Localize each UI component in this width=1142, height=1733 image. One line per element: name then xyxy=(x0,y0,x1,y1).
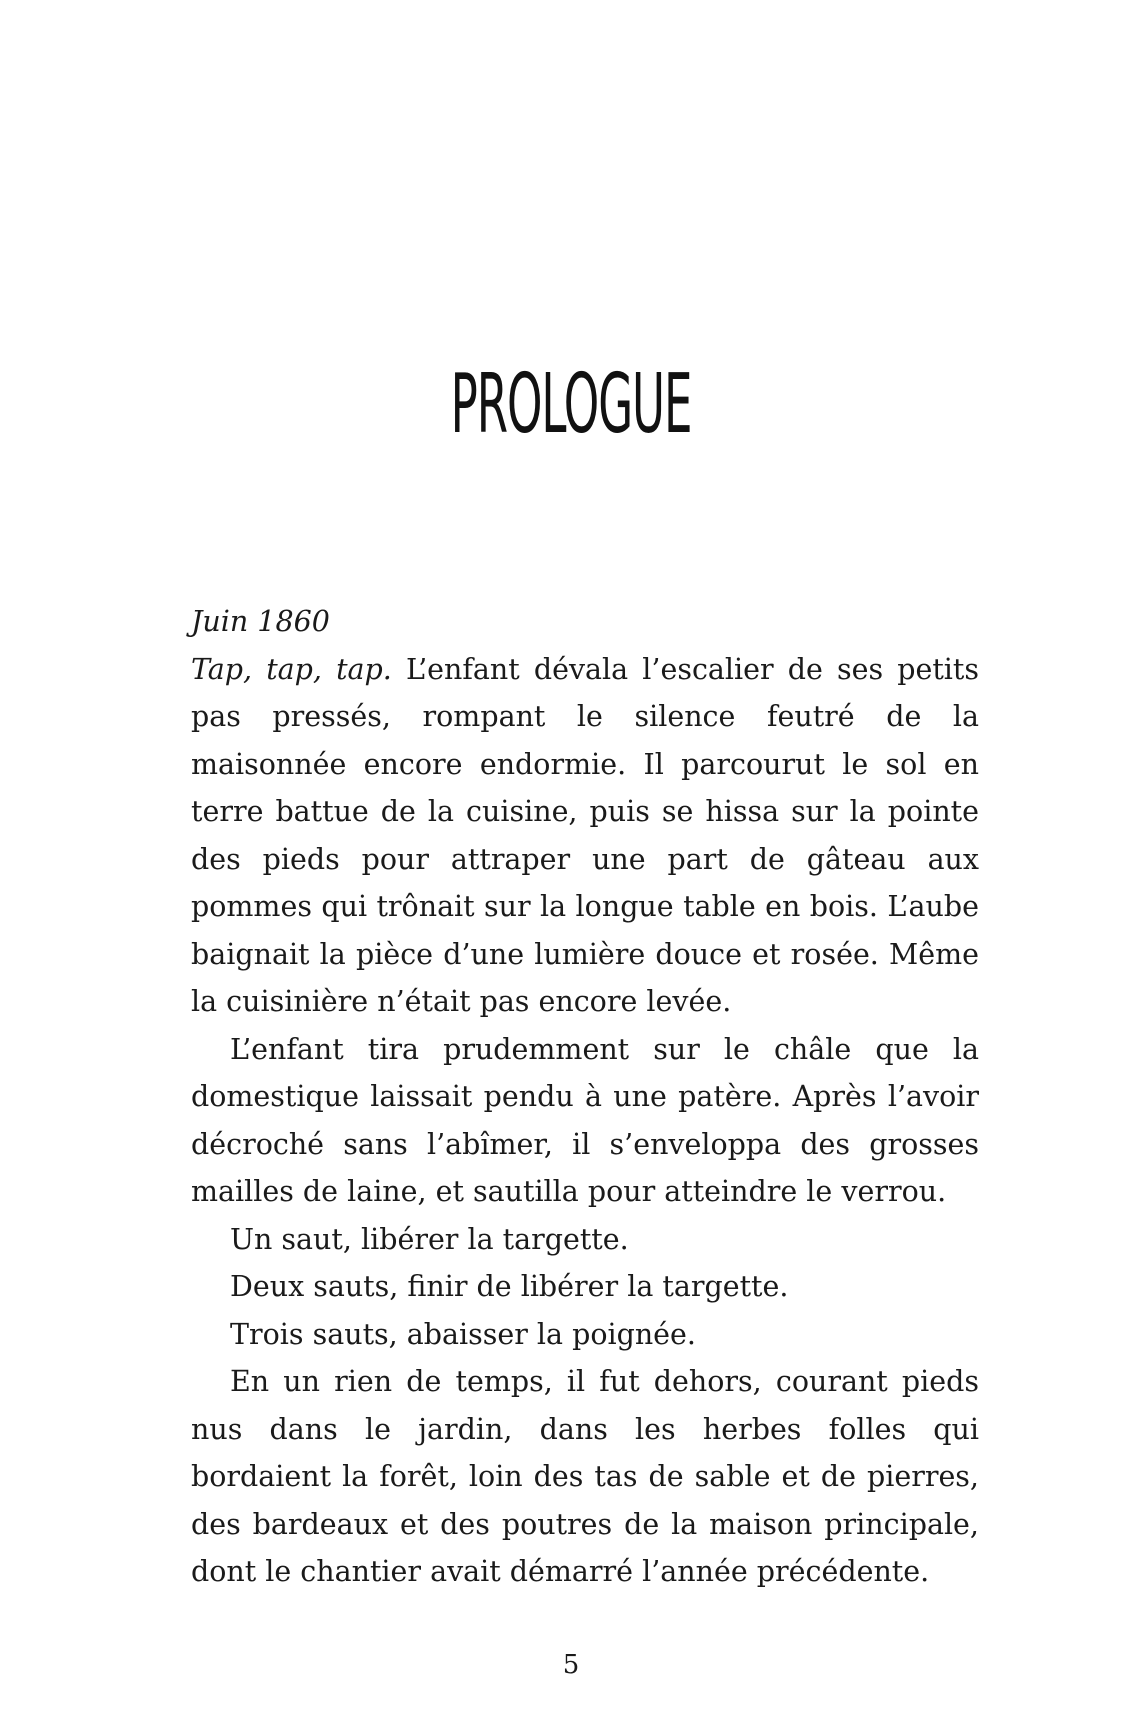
paragraph-2: L’enfant tira prudemment sur le châle que la domestique laissait pendu à une patère. Après l’avoir décroché sans l’abîmer, il s’enveloppa des grosses mailles de laine, et sautilla pour atteindre le verrou. xyxy=(191,1032,979,1208)
paragraph-1-emphasis: Tap, tap, tap. xyxy=(191,652,392,686)
chapter-title: PROLOGUE xyxy=(450,357,692,452)
paragraph-6: En un rien de temps, il fut dehors, courant pieds nus dans le jardin, dans les herbes folles qui bordaient la forêt, loin des tas de sable et de pierres, des bardeaux et des poutres de la maison principale, dont le chantier avait démarré l’année précédente. xyxy=(191,1365,979,1588)
paragraph-3: Un saut, libérer la targette. xyxy=(230,1222,629,1256)
paragraph-5: Trois sauts, abaisser la poignée. xyxy=(230,1317,696,1351)
paragraph-1-text: L’enfant dévala l’escalier de ses petits pas pressés, rompant le silence feutré de la maisonnée encore endormie. Il parcourut le sol en terre battue de la cuisine, puis se hissa sur la pointe des pieds pour attraper une part de gâteau aux pommes qui trônait sur la longue table en bois. L’aube baignait la pièce d’une lumière douce et rosée. Même la cuisinière n’était pas encore levée. xyxy=(191,652,979,1018)
paragraph-1 xyxy=(191,646,979,1026)
page-number: 5 xyxy=(562,1650,580,1680)
paragraph-4: Deux sauts, finir de libérer la targette. xyxy=(230,1270,789,1303)
chapter-text xyxy=(191,598,979,1596)
date-line: Juin 1860 xyxy=(191,605,330,638)
